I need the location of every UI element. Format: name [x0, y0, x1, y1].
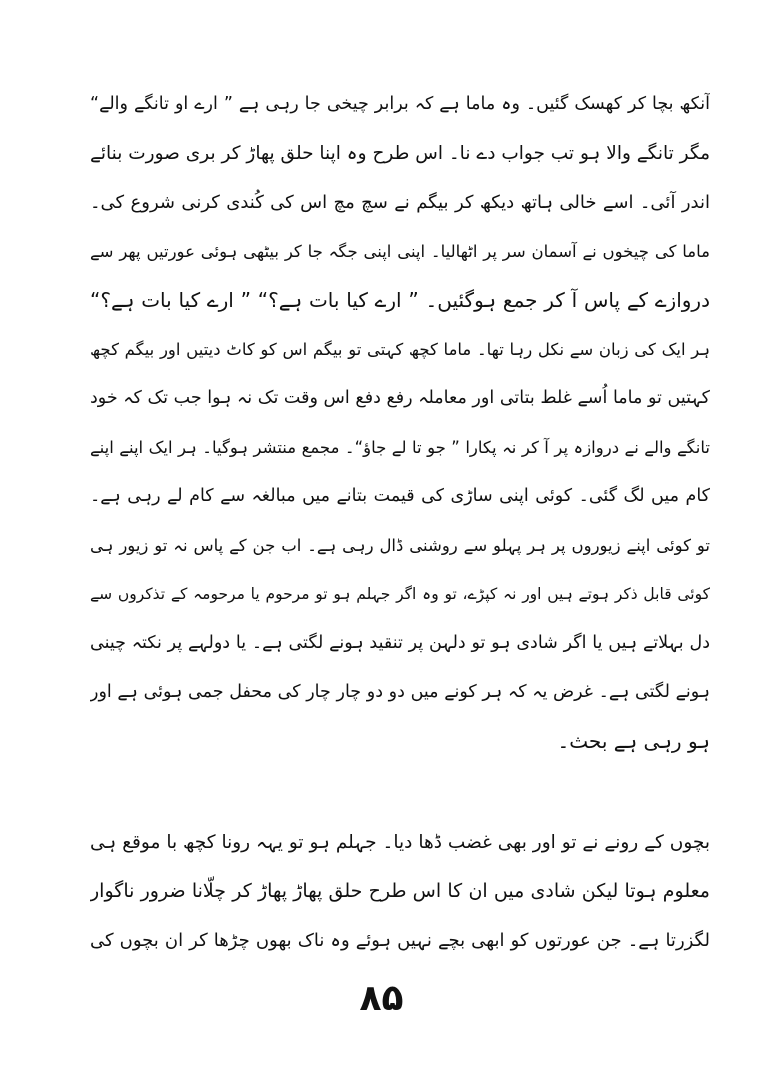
text-line: اندر آئی۔ اسے خالی ہاتھ دیکھ کر بیگم نے سچ مچ اس کی کُندی کرنی شروع کی۔ — [90, 192, 710, 213]
text-line: مگر تانگے والا ہو تب جواب دے نا۔ اس طرح وہ اپنا حلق پھاڑ کر بری صورت بنائے — [90, 143, 710, 164]
page-number: ۸۵ — [359, 978, 404, 1019]
text-line-last: ہو رہی ہے بحث۔ — [557, 729, 710, 753]
text-line: ماما کی چیخوں نے آسمان سر پر اٹھالیا۔ اپنی اپنی جگہ جا کر بیٹھی ہوئی عورتیں پھر سے — [90, 242, 710, 261]
text-line: آنکھ بچا کر کھسک گئیں۔ وہ ماما ہے کہ برابر چیخی جا رہی ہے ” ارے او تانگے والے“ — [90, 94, 710, 114]
text-line: بچوں کے رونے نے تو اور بھی غضب ڈھا دیا۔ جہلم ہو تو یہہ رونا کچھ با موقع ہی — [90, 832, 710, 853]
text-line: ہر ایک کی زبان سے نکل رہا تھا۔ ماما کچھ کہتی تو بیگم اس کو کاٹ دیتیں اور بیگم کچھ — [90, 340, 710, 359]
text-line: ہونے لگتی ہے۔ غرض یہ کہ ہر کونے میں دو دو چار چار کی محفل جمی ہوئی ہے اور — [90, 682, 710, 702]
text-line: تو کوئی اپنے زیوروں پر ہر پہلو سے روشنی ڈال رہی ہے۔ اب جن کے پاس نہ تو زیور ہی — [90, 536, 710, 555]
text-line: معلوم ہوتا لیکن شادی میں ان کا اس طرح حلق پھاڑ پھاڑ کر چلّانا ضرور ناگوار — [90, 880, 710, 902]
text-line: کہتیں تو ماما اُسے غلط بتاتی اور معاملہ رفع دفع اس وقت تک نہ ہوا جب تک کہ خود — [90, 388, 710, 408]
text-line: لگزرتا ہے۔ جن عورتوں کو ابھی بچے نہیں ہوئے وہ ناک بھوں چڑھا کر ان بچوں کی — [90, 930, 710, 951]
text-line: کوئی قابل ذکر ہوتے ہیں اور نہ کپڑے، تو وہ اگر جہلم ہو تو مرحوم یا مرحومہ کے تذکروں سے — [90, 585, 710, 603]
paragraph-2 — [90, 818, 710, 965]
text-line: دروازے کے پاس آ کر جمع ہوگئیں۔ ” ارے کیا بات ہے؟“ ” ارے کیا بات ہے؟“ — [90, 288, 710, 312]
paragraph-1 — [90, 80, 710, 766]
text-line: کام میں لگ گئی۔ کوئی اپنی ساڑی کی قیمت بتانے میں مبالغہ سے کام لے رہی ہے۔ — [90, 486, 710, 506]
text-line: دل بہلاتے ہیں یا اگر شادی ہو تو دلہن پر تنقید ہونے لگتی ہے۔ یا دولہے پر نکتہ چینی — [90, 633, 710, 653]
text-line: تانگے والے نے دروازہ پر آ کر نہ پکارا ” جو تا لے جاؤ“۔ مجمع منتشر ہوگیا۔ ہر ایک اپنے اپنے — [90, 438, 710, 457]
